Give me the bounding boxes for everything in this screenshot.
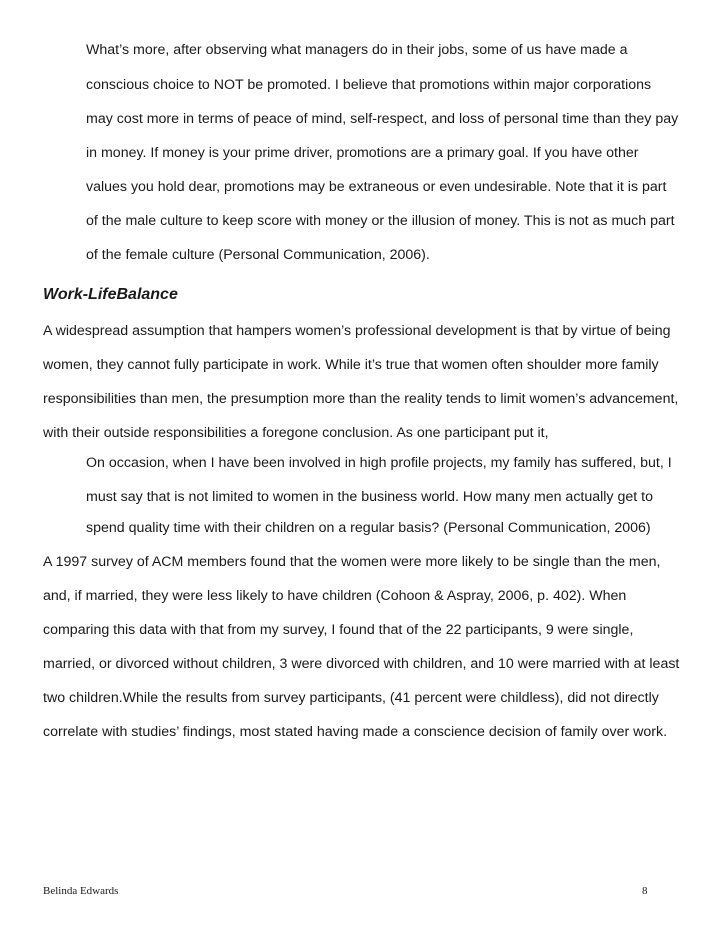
quote-line: of the male culture to keep score with money or the illusion of money. This is not as much part: [86, 213, 675, 229]
paragraph-line: A 1997 survey of ACM members found that the women were more likely to be single than the men,: [43, 554, 661, 570]
quote-line: spend quality time with their children on a regular basis? (Personal Communication, 2006): [86, 520, 651, 536]
quote-line: must say that is not limited to women in the business world. How many men actually get to: [86, 489, 653, 505]
quote-line: What’s more, after observing what managers do in their jobs, some of us have made a: [86, 42, 628, 58]
paragraph-line: two children.While the results from survey participants, (41 percent were childless), did not directly: [43, 690, 659, 706]
paragraph-line: responsibilities than men, the presumption more than the reality tends to limit women’s advancement,: [43, 391, 679, 407]
footer-author: Belinda Edwards: [43, 885, 119, 897]
quote-line: values you hold dear, promotions may be extraneous or even undesirable. Note that it is part: [86, 179, 667, 195]
quote-line: On occasion, when I have been involved in high profile projects, my family has suffered, but, I: [86, 455, 672, 471]
quote-line: conscious choice to NOT be promoted. I believe that promotions within major corporations: [86, 77, 652, 93]
paragraph-line: and, if married, they were less likely to have children (Cohoon & Aspray, 2006, p. 402). When: [43, 588, 627, 604]
paragraph-line: comparing this data with that from my survey, I found that of the 22 participants, 9 were single,: [43, 622, 634, 638]
paragraph-line: women, they cannot fully participate in work. While it’s true that women often shoulder more family: [43, 357, 659, 373]
quote-line: in money. If money is your prime driver, promotions are a primary goal. If you have other: [86, 145, 639, 161]
paragraph-line: A widespread assumption that hampers women’s professional development is that by virtue of being: [43, 323, 671, 339]
quote-line: of the female culture (Personal Communication, 2006).: [86, 247, 430, 263]
quote-line: may cost more in terms of peace of mind, self-respect, and loss of personal time than they pay: [86, 111, 679, 127]
paragraph-line: with their outside responsibilities a foregone conclusion. As one participant put it,: [43, 425, 549, 441]
paragraph-line: married, or divorced without children, 3 were divorced with children, and 10 were married with at least: [43, 656, 680, 672]
paragraph-line: correlate with studies’ findings, most stated having made a conscience decision of family over work.: [43, 724, 668, 740]
section-heading: Work-LifeBalance: [43, 286, 178, 303]
page-number: 8: [642, 885, 648, 897]
